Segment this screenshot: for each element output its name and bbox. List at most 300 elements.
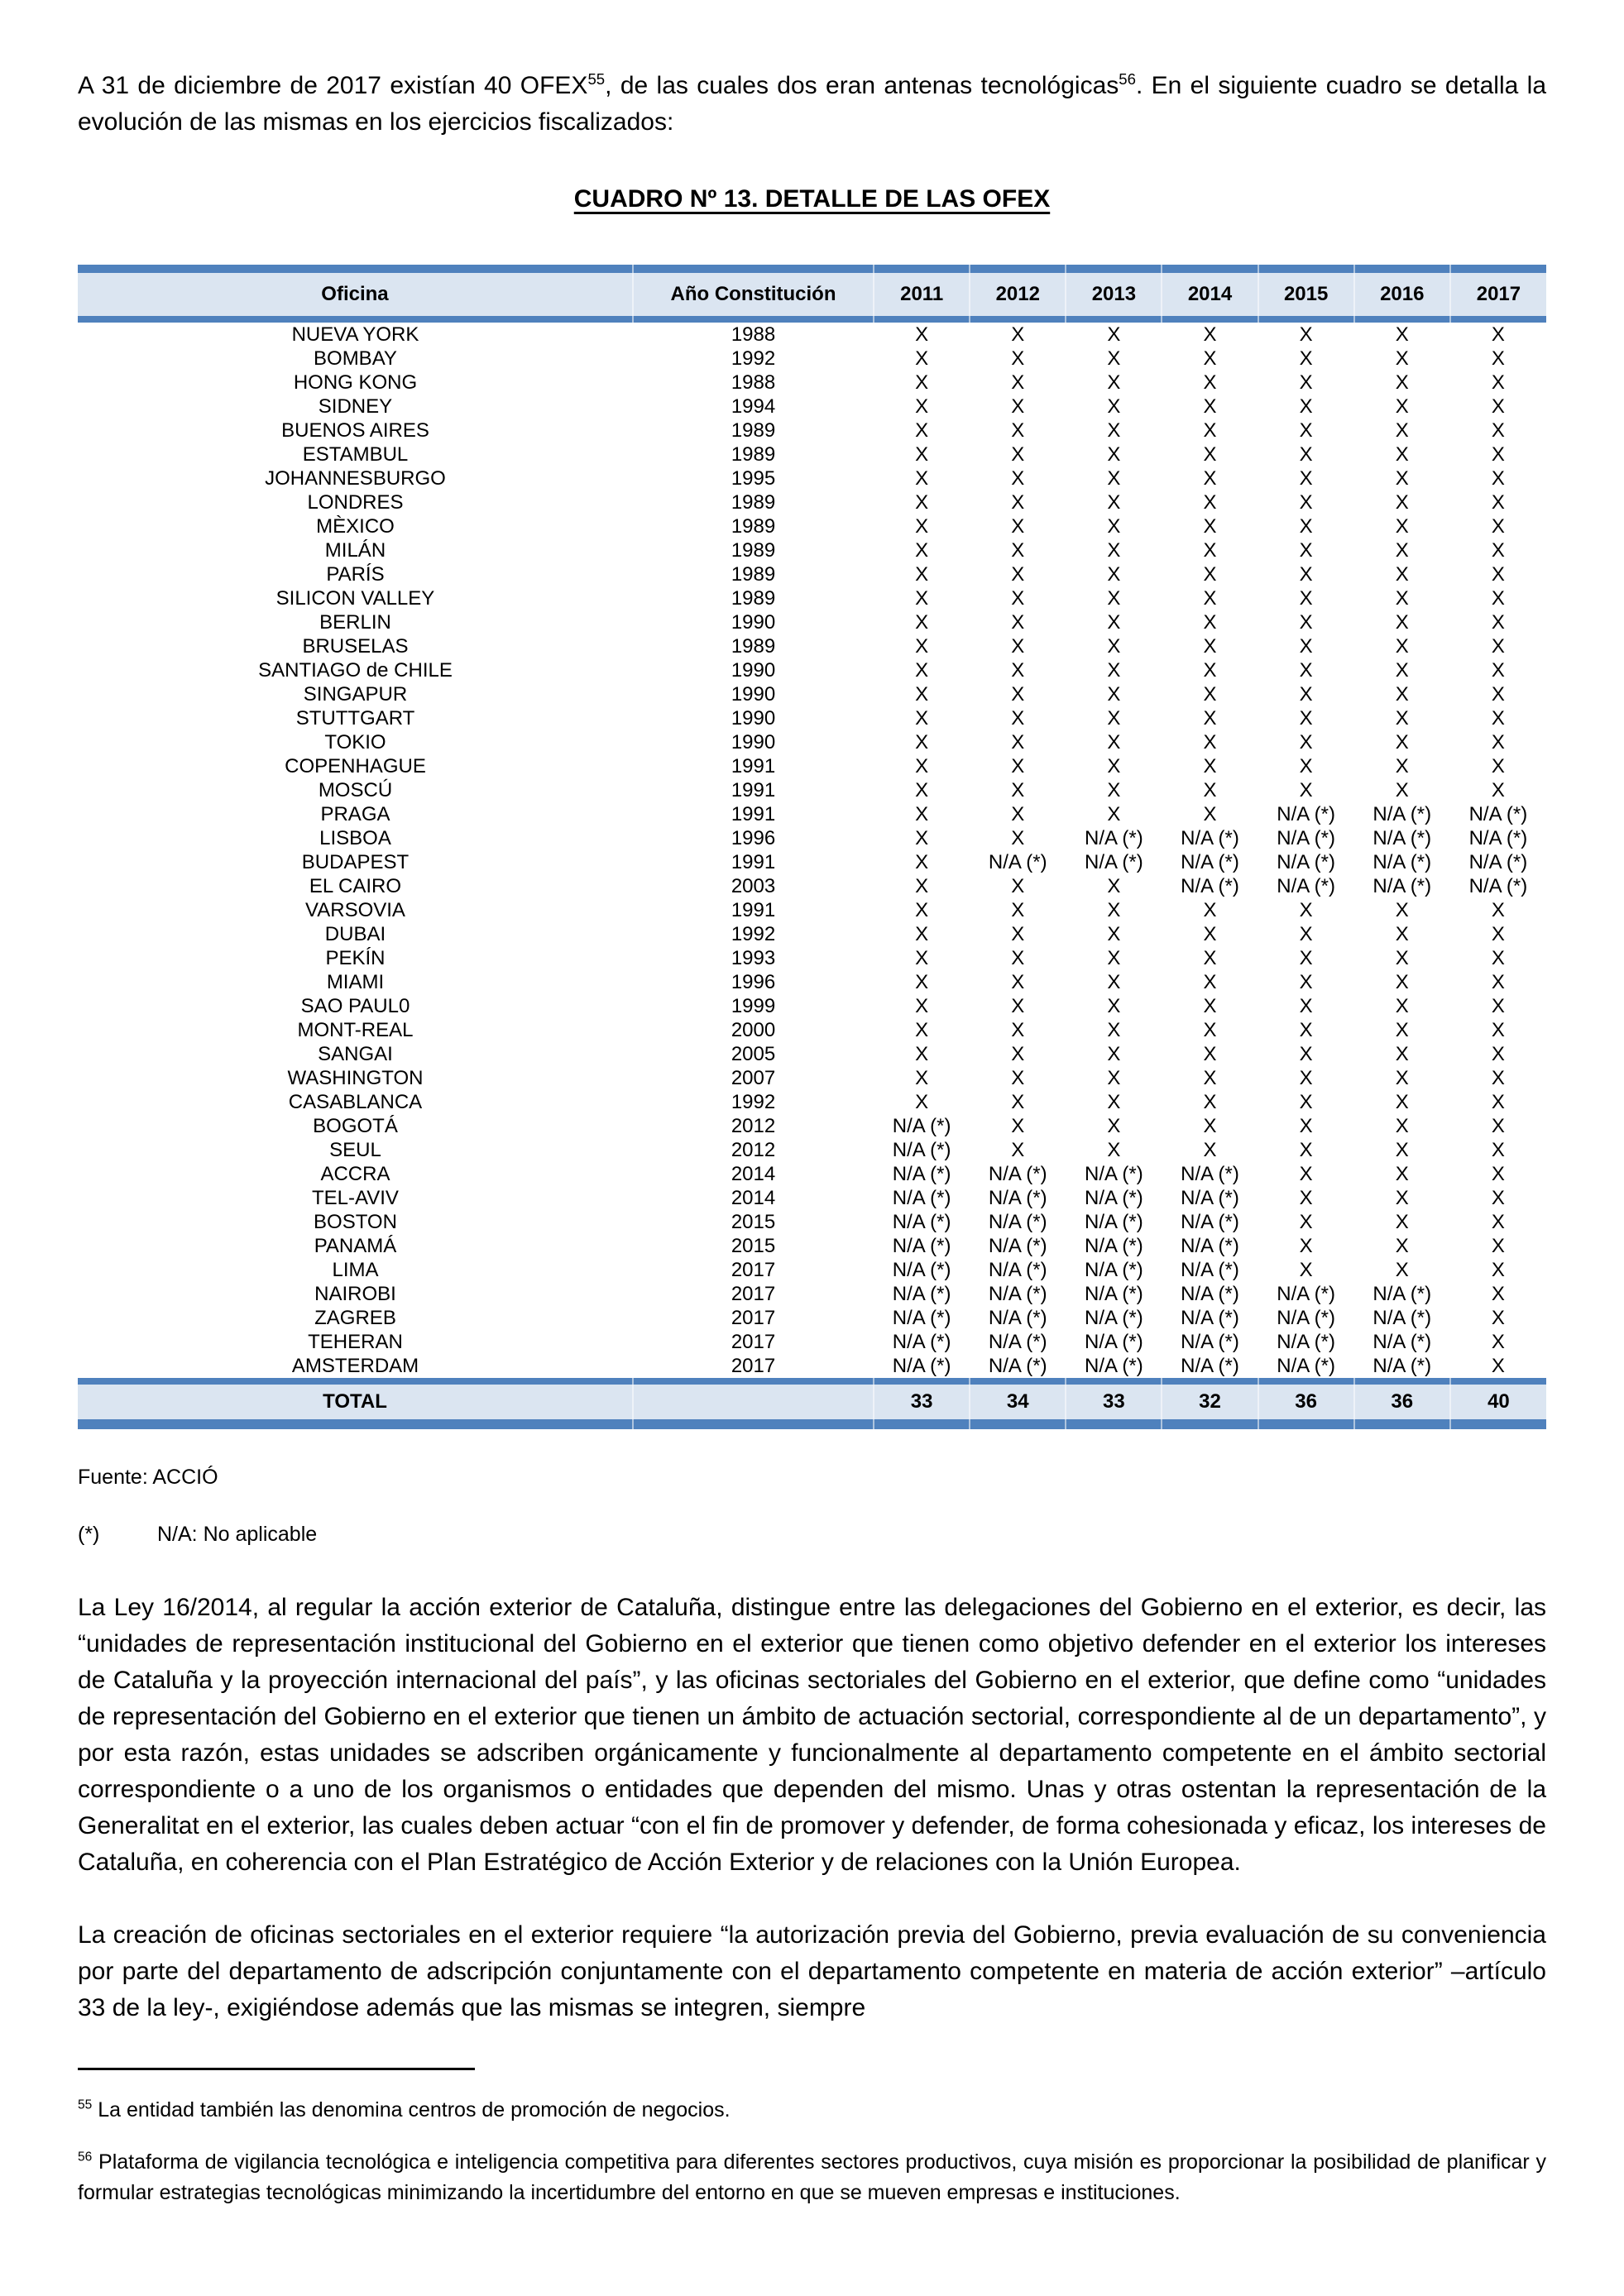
year-status-cell: N/A (*)	[1162, 850, 1258, 874]
year-status-cell: X	[1066, 802, 1162, 826]
table-row	[78, 850, 1546, 874]
table-row	[78, 706, 1546, 730]
year-status-cell: N/A (*)	[1066, 1234, 1162, 1258]
year-status-cell: X	[1450, 898, 1546, 922]
year-status-cell: X	[1258, 634, 1354, 658]
year-status-cell: N/A (*)	[1162, 1210, 1258, 1234]
office-name-cell: AMSTERDAM	[78, 1354, 633, 1378]
year-status-cell: X	[1258, 1162, 1354, 1186]
year-status-cell: X	[874, 442, 970, 466]
year-status-cell: N/A (*)	[874, 1282, 970, 1306]
year-status-cell: N/A (*)	[1162, 1330, 1258, 1354]
year-status-cell: X	[1066, 682, 1162, 706]
year-status-cell: X	[970, 466, 1066, 490]
intro-text-3: . En el siguiente cuadro se detalla la evolución de las mismas en los ejercicios fiscalizados:	[78, 72, 1547, 136]
table-band-segment	[970, 1378, 1066, 1385]
year-status-cell: X	[1354, 347, 1450, 371]
total-2016: 36	[1354, 1385, 1450, 1419]
year-status-cell: X	[874, 946, 970, 970]
table-row	[78, 1282, 1546, 1306]
table-row	[78, 490, 1546, 514]
constitution-year-cell: 1989	[633, 634, 874, 658]
table-band-segment	[1450, 316, 1546, 323]
constitution-year-cell: 2012	[633, 1114, 874, 1138]
year-status-cell: X	[970, 946, 1066, 970]
year-status-cell: X	[970, 682, 1066, 706]
year-status-cell: X	[1258, 682, 1354, 706]
year-status-cell: N/A (*)	[1066, 1258, 1162, 1282]
office-name-cell: MOSCÚ	[78, 778, 633, 802]
year-status-cell: X	[1066, 514, 1162, 538]
table-row	[78, 1042, 1546, 1066]
year-status-cell: X	[1066, 634, 1162, 658]
year-status-cell: N/A (*)	[1258, 1306, 1354, 1330]
year-status-cell: X	[1066, 922, 1162, 946]
year-status-cell: N/A (*)	[1066, 826, 1162, 850]
year-status-cell: N/A (*)	[1258, 874, 1354, 898]
year-status-cell: X	[970, 634, 1066, 658]
table-band-segment	[1162, 1378, 1258, 1385]
year-status-cell: X	[1162, 1018, 1258, 1042]
year-status-cell: X	[874, 922, 970, 946]
year-status-cell: X	[1450, 1330, 1546, 1354]
year-status-cell: X	[874, 1042, 970, 1066]
year-status-cell: X	[1354, 1018, 1450, 1042]
year-status-cell: X	[1450, 682, 1546, 706]
year-status-cell: X	[1162, 323, 1258, 347]
year-status-cell: N/A (*)	[874, 1306, 970, 1330]
total-2015: 36	[1258, 1385, 1354, 1419]
constitution-year-cell: 1992	[633, 347, 874, 371]
year-status-cell: X	[1354, 1042, 1450, 1066]
table-band-segment	[1162, 265, 1258, 273]
year-status-cell: X	[970, 826, 1066, 850]
year-status-cell: X	[1354, 1162, 1450, 1186]
year-status-cell: X	[970, 538, 1066, 562]
year-status-cell: X	[1258, 1234, 1354, 1258]
year-status-cell: X	[1066, 898, 1162, 922]
year-status-cell: X	[970, 778, 1066, 802]
table-row	[78, 1258, 1546, 1282]
year-status-cell: N/A (*)	[1162, 874, 1258, 898]
year-status-cell: X	[1258, 730, 1354, 754]
year-status-cell: X	[1258, 1186, 1354, 1210]
table-row	[78, 514, 1546, 538]
year-status-cell: X	[970, 658, 1066, 682]
year-status-cell: X	[1354, 419, 1450, 442]
table-band-segment	[1450, 1378, 1546, 1385]
year-status-cell: X	[1354, 371, 1450, 395]
constitution-year-cell: 2017	[633, 1258, 874, 1282]
table-row	[78, 323, 1546, 347]
year-status-cell: N/A (*)	[970, 1306, 1066, 1330]
year-status-cell: N/A (*)	[1162, 1186, 1258, 1210]
year-status-cell: X	[874, 562, 970, 586]
office-name-cell: VARSOVIA	[78, 898, 633, 922]
year-status-cell: X	[1162, 1066, 1258, 1090]
year-status-cell: N/A (*)	[970, 1330, 1066, 1354]
table-band-segment	[1066, 1378, 1162, 1385]
office-name-cell: TOKIO	[78, 730, 633, 754]
year-status-cell: X	[1354, 682, 1450, 706]
year-status-cell: X	[1066, 706, 1162, 730]
year-status-cell: X	[1258, 538, 1354, 562]
constitution-year-cell: 1991	[633, 754, 874, 778]
constitution-year-cell: 1995	[633, 466, 874, 490]
year-status-cell: X	[1450, 994, 1546, 1018]
constitution-year-cell: 1992	[633, 1090, 874, 1114]
paragraph-ley-16-2014: La Ley 16/2014, al regular la acción exterior de Cataluña, distingue entre las delegaciones del Gobierno en el exterior, es decir, las “unidades de representación institucional del Gobierno en el exterior que tienen como objetivo defender en el exterior los intereses de Cataluña y la proyección internacional del país”, y las oficinas sectoriales del Gobierno en el exterior, que define como “unidades de representación del Gobierno en el exterior que tienen un ámbito de actuación sectorial, correspondiente al de un departamento”, y por esta razón, estas unidades se adscriben orgánicamente y funcionalmente al departamento competente en el ámbito sectorial correspondiente o a uno de los organismos o entidades que dependen del mismo. Unas y otras ostentan la representación de la Generalitat en el exterior, las cuales deben actuar “con el fin de promover y defender, de forma cohesionada y eficaz, los intereses de Cataluña, en coherencia con el Plan Estratégico de Acción Exterior y de relaciones con la Unión Europea.	[78, 1594, 1546, 1876]
footnote-ref-55: 55	[587, 70, 606, 88]
year-status-cell: X	[874, 419, 970, 442]
year-status-cell: X	[874, 538, 970, 562]
table-row	[78, 610, 1546, 634]
table-band-segment	[1258, 265, 1354, 273]
constitution-year-cell: 1991	[633, 898, 874, 922]
year-status-cell: X	[1450, 347, 1546, 371]
constitution-year-cell: 1991	[633, 778, 874, 802]
column-header-2015: 2015	[1258, 273, 1354, 316]
intro-text-1: A 31 de diciembre de 2017 existían 40 OFEX	[78, 72, 588, 99]
constitution-year-cell: 1990	[633, 730, 874, 754]
year-status-cell: X	[1354, 1090, 1450, 1114]
table-band-segment	[1258, 316, 1354, 323]
table-row	[78, 1138, 1546, 1162]
table-band-segment	[78, 316, 633, 323]
constitution-year-cell: 2015	[633, 1210, 874, 1234]
year-status-cell: N/A (*)	[1258, 1354, 1354, 1378]
year-status-cell: X	[1162, 1114, 1258, 1138]
constitution-year-cell: 1992	[633, 922, 874, 946]
office-name-cell: BUENOS AIRES	[78, 419, 633, 442]
footnote-56-text: Plataforma de vigilancia tecnológica e inteligencia competitiva para diferentes sectores productivos, cuya misión es proporcionar la posibilidad de planificar y formular estrategias tecnológicas minimizando la incertidumbre del entorno en que se mueven empresas e instituciones.	[78, 2150, 1547, 2204]
table-row	[78, 802, 1546, 826]
year-status-cell: X	[1162, 371, 1258, 395]
year-status-cell: N/A (*)	[970, 1162, 1066, 1186]
year-status-cell: X	[1450, 490, 1546, 514]
constitution-year-cell: 1988	[633, 371, 874, 395]
year-status-cell: N/A (*)	[1066, 1330, 1162, 1354]
year-status-cell: X	[970, 490, 1066, 514]
year-status-cell: N/A (*)	[1354, 826, 1450, 850]
total-ano-cell	[633, 1385, 874, 1419]
year-status-cell: X	[1354, 1258, 1450, 1282]
constitution-year-cell: 1996	[633, 826, 874, 850]
constitution-year-cell: 1989	[633, 490, 874, 514]
year-status-cell: X	[1450, 922, 1546, 946]
year-status-cell: X	[1066, 1018, 1162, 1042]
year-status-cell: N/A (*)	[1066, 1186, 1162, 1210]
table-band-segment	[78, 1378, 633, 1385]
year-status-cell: X	[1354, 490, 1450, 514]
year-status-cell: N/A (*)	[1450, 874, 1546, 898]
year-status-cell: X	[874, 610, 970, 634]
year-status-cell: N/A (*)	[874, 1258, 970, 1282]
year-status-cell: X	[1258, 898, 1354, 922]
year-status-cell: X	[874, 706, 970, 730]
year-status-cell: N/A (*)	[1066, 1162, 1162, 1186]
year-status-cell: X	[1066, 586, 1162, 610]
column-header-ano-constitucion: Año Constitución	[633, 273, 874, 316]
year-status-cell: X	[1162, 1138, 1258, 1162]
year-status-cell: X	[1450, 778, 1546, 802]
year-status-cell: X	[874, 682, 970, 706]
year-status-cell: X	[1258, 970, 1354, 994]
year-status-cell: X	[1354, 562, 1450, 586]
year-status-cell: X	[970, 1042, 1066, 1066]
year-status-cell: X	[1450, 610, 1546, 634]
year-status-cell: N/A (*)	[874, 1138, 970, 1162]
year-status-cell: N/A (*)	[874, 1114, 970, 1138]
office-name-cell: MONT-REAL	[78, 1018, 633, 1042]
year-status-cell: X	[1162, 922, 1258, 946]
footnote-56-number: 56	[78, 2150, 93, 2164]
year-status-cell: X	[1450, 1090, 1546, 1114]
year-status-cell: N/A (*)	[1450, 850, 1546, 874]
table-row	[78, 898, 1546, 922]
year-status-cell: X	[970, 898, 1066, 922]
year-status-cell: X	[1258, 466, 1354, 490]
constitution-year-cell: 1989	[633, 538, 874, 562]
total-2017: 40	[1450, 1385, 1546, 1419]
office-name-cell: PRAGA	[78, 802, 633, 826]
column-header-2012: 2012	[970, 273, 1066, 316]
year-status-cell: X	[1258, 562, 1354, 586]
constitution-year-cell: 1990	[633, 706, 874, 730]
year-status-cell: N/A (*)	[1162, 1258, 1258, 1282]
table-band-segment	[1258, 1419, 1354, 1429]
year-status-cell: X	[1450, 1018, 1546, 1042]
year-status-cell: X	[874, 371, 970, 395]
year-status-cell: X	[874, 898, 970, 922]
office-name-cell: NAIROBI	[78, 1282, 633, 1306]
constitution-year-cell: 1990	[633, 658, 874, 682]
office-name-cell: CASABLANCA	[78, 1090, 633, 1114]
year-status-cell: N/A (*)	[1258, 826, 1354, 850]
table-row	[78, 1330, 1546, 1354]
column-header-2016: 2016	[1354, 273, 1450, 316]
office-name-cell: PEKÍN	[78, 946, 633, 970]
table-band-segment	[1066, 1419, 1162, 1429]
year-status-cell: X	[1162, 898, 1258, 922]
table-row	[78, 970, 1546, 994]
office-name-cell: ZAGREB	[78, 1306, 633, 1330]
table-body	[78, 323, 1546, 1378]
year-status-cell: X	[1354, 994, 1450, 1018]
year-status-cell: X	[1354, 634, 1450, 658]
year-status-cell: N/A (*)	[1258, 850, 1354, 874]
year-status-cell: X	[1258, 395, 1354, 419]
year-status-cell: X	[874, 778, 970, 802]
constitution-year-cell: 2007	[633, 1066, 874, 1090]
year-status-cell: X	[1066, 442, 1162, 466]
table-row	[78, 1090, 1546, 1114]
office-name-cell: PARÍS	[78, 562, 633, 586]
year-status-cell: X	[1354, 898, 1450, 922]
year-status-cell: X	[970, 706, 1066, 730]
table-row	[78, 1306, 1546, 1330]
table-band-segment	[1354, 1378, 1450, 1385]
year-status-cell: X	[874, 323, 970, 347]
year-status-cell: N/A (*)	[1066, 1354, 1162, 1378]
year-status-cell: N/A (*)	[874, 1234, 970, 1258]
year-status-cell: X	[1258, 994, 1354, 1018]
table-row	[78, 1018, 1546, 1042]
table-row	[78, 562, 1546, 586]
year-status-cell: N/A (*)	[874, 1186, 970, 1210]
year-status-cell: X	[1162, 730, 1258, 754]
year-status-cell: X	[1162, 538, 1258, 562]
year-status-cell: X	[1258, 371, 1354, 395]
office-name-cell: SILICON VALLEY	[78, 586, 633, 610]
column-header-2017: 2017	[1450, 273, 1546, 316]
table-band-segment	[1066, 265, 1162, 273]
office-name-cell: PANAMÁ	[78, 1234, 633, 1258]
year-status-cell: X	[1354, 395, 1450, 419]
year-status-cell: X	[1450, 754, 1546, 778]
table-row	[78, 1066, 1546, 1090]
year-status-cell: X	[1066, 1114, 1162, 1138]
year-status-cell: X	[874, 730, 970, 754]
year-status-cell: X	[970, 1114, 1066, 1138]
year-status-cell: N/A (*)	[1354, 874, 1450, 898]
year-status-cell: X	[1066, 970, 1162, 994]
year-status-cell: X	[1354, 754, 1450, 778]
total-2013: 33	[1066, 1385, 1162, 1419]
year-status-cell: N/A (*)	[1066, 1306, 1162, 1330]
year-status-cell: N/A (*)	[1162, 826, 1258, 850]
year-status-cell: X	[1450, 419, 1546, 442]
year-status-cell: X	[1162, 802, 1258, 826]
office-name-cell: MÈXICO	[78, 514, 633, 538]
year-status-cell: N/A (*)	[874, 1162, 970, 1186]
year-status-cell: X	[1450, 466, 1546, 490]
year-status-cell: X	[1162, 347, 1258, 371]
year-status-cell: N/A (*)	[1450, 826, 1546, 850]
year-status-cell: X	[1162, 562, 1258, 586]
year-status-cell: X	[1354, 586, 1450, 610]
year-status-cell: X	[1354, 442, 1450, 466]
year-status-cell: X	[874, 1066, 970, 1090]
year-status-cell: X	[1450, 323, 1546, 347]
year-status-cell: X	[1354, 466, 1450, 490]
year-status-cell: N/A (*)	[970, 1186, 1066, 1210]
table-row	[78, 994, 1546, 1018]
year-status-cell: X	[874, 1018, 970, 1042]
office-name-cell: MILÁN	[78, 538, 633, 562]
year-status-cell: X	[874, 754, 970, 778]
year-status-cell: N/A (*)	[874, 1210, 970, 1234]
year-status-cell: X	[970, 562, 1066, 586]
year-status-cell: X	[1066, 419, 1162, 442]
year-status-cell: X	[1450, 658, 1546, 682]
year-status-cell: X	[1066, 347, 1162, 371]
table-row	[78, 1354, 1546, 1378]
year-status-cell: X	[1066, 1066, 1162, 1090]
year-status-cell: X	[1066, 946, 1162, 970]
year-status-cell: X	[970, 323, 1066, 347]
year-status-cell: X	[1450, 946, 1546, 970]
year-status-cell: X	[1450, 538, 1546, 562]
table-band-segment	[1162, 316, 1258, 323]
table-row	[78, 826, 1546, 850]
table-band-segment	[1450, 265, 1546, 273]
year-status-cell: X	[1450, 395, 1546, 419]
office-name-cell: LIMA	[78, 1258, 633, 1282]
year-status-cell: X	[970, 1138, 1066, 1162]
constitution-year-cell: 1989	[633, 562, 874, 586]
table-top-band	[78, 265, 1546, 273]
year-status-cell: X	[1162, 994, 1258, 1018]
table-row	[78, 874, 1546, 898]
year-status-cell: X	[1162, 610, 1258, 634]
constitution-year-cell: 2015	[633, 1234, 874, 1258]
year-status-cell: X	[1258, 946, 1354, 970]
constitution-year-cell: 2012	[633, 1138, 874, 1162]
table-band-segment	[874, 265, 970, 273]
year-status-cell: N/A (*)	[1162, 1282, 1258, 1306]
constitution-year-cell: 2003	[633, 874, 874, 898]
constitution-year-cell: 2014	[633, 1186, 874, 1210]
office-name-cell: SANGAI	[78, 1042, 633, 1066]
year-status-cell: X	[874, 514, 970, 538]
year-status-cell: N/A (*)	[1258, 1330, 1354, 1354]
table-row	[78, 634, 1546, 658]
year-status-cell: X	[1258, 706, 1354, 730]
footnote-56	[78, 2147, 1546, 2208]
year-status-cell: X	[1258, 1138, 1354, 1162]
office-name-cell: ESTAMBUL	[78, 442, 633, 466]
constitution-year-cell: 1991	[633, 802, 874, 826]
footnote-55	[78, 2095, 1546, 2126]
year-status-cell: X	[1354, 730, 1450, 754]
year-status-cell: X	[1258, 1042, 1354, 1066]
column-header-2014: 2014	[1162, 273, 1258, 316]
year-status-cell: X	[1450, 706, 1546, 730]
table-band-segment	[1354, 316, 1450, 323]
year-status-cell: X	[874, 826, 970, 850]
office-name-cell: LONDRES	[78, 490, 633, 514]
year-status-cell: X	[1450, 970, 1546, 994]
year-status-cell: X	[1450, 1186, 1546, 1210]
office-name-cell: SEUL	[78, 1138, 633, 1162]
year-status-cell: X	[1162, 778, 1258, 802]
table-total-row	[78, 1385, 1546, 1419]
constitution-year-cell: 2017	[633, 1282, 874, 1306]
year-status-cell: X	[1162, 419, 1258, 442]
year-status-cell: X	[1354, 970, 1450, 994]
year-status-cell: X	[970, 1090, 1066, 1114]
year-status-cell: X	[1450, 514, 1546, 538]
year-status-cell: X	[1162, 970, 1258, 994]
year-status-cell: X	[1354, 1210, 1450, 1234]
year-status-cell: X	[1450, 730, 1546, 754]
table-band-segment	[874, 1378, 970, 1385]
footnote-separator	[78, 2068, 475, 2070]
office-name-cell: DUBAI	[78, 922, 633, 946]
year-status-cell: X	[1258, 658, 1354, 682]
table-band-segment	[1066, 316, 1162, 323]
year-status-cell: X	[970, 874, 1066, 898]
year-status-cell: X	[874, 994, 970, 1018]
year-status-cell: X	[1450, 1162, 1546, 1186]
constitution-year-cell: 1990	[633, 610, 874, 634]
year-status-cell: X	[1450, 586, 1546, 610]
year-status-cell: X	[1354, 514, 1450, 538]
year-status-cell: X	[1450, 1114, 1546, 1138]
year-status-cell: X	[1450, 1234, 1546, 1258]
year-status-cell: X	[1162, 634, 1258, 658]
